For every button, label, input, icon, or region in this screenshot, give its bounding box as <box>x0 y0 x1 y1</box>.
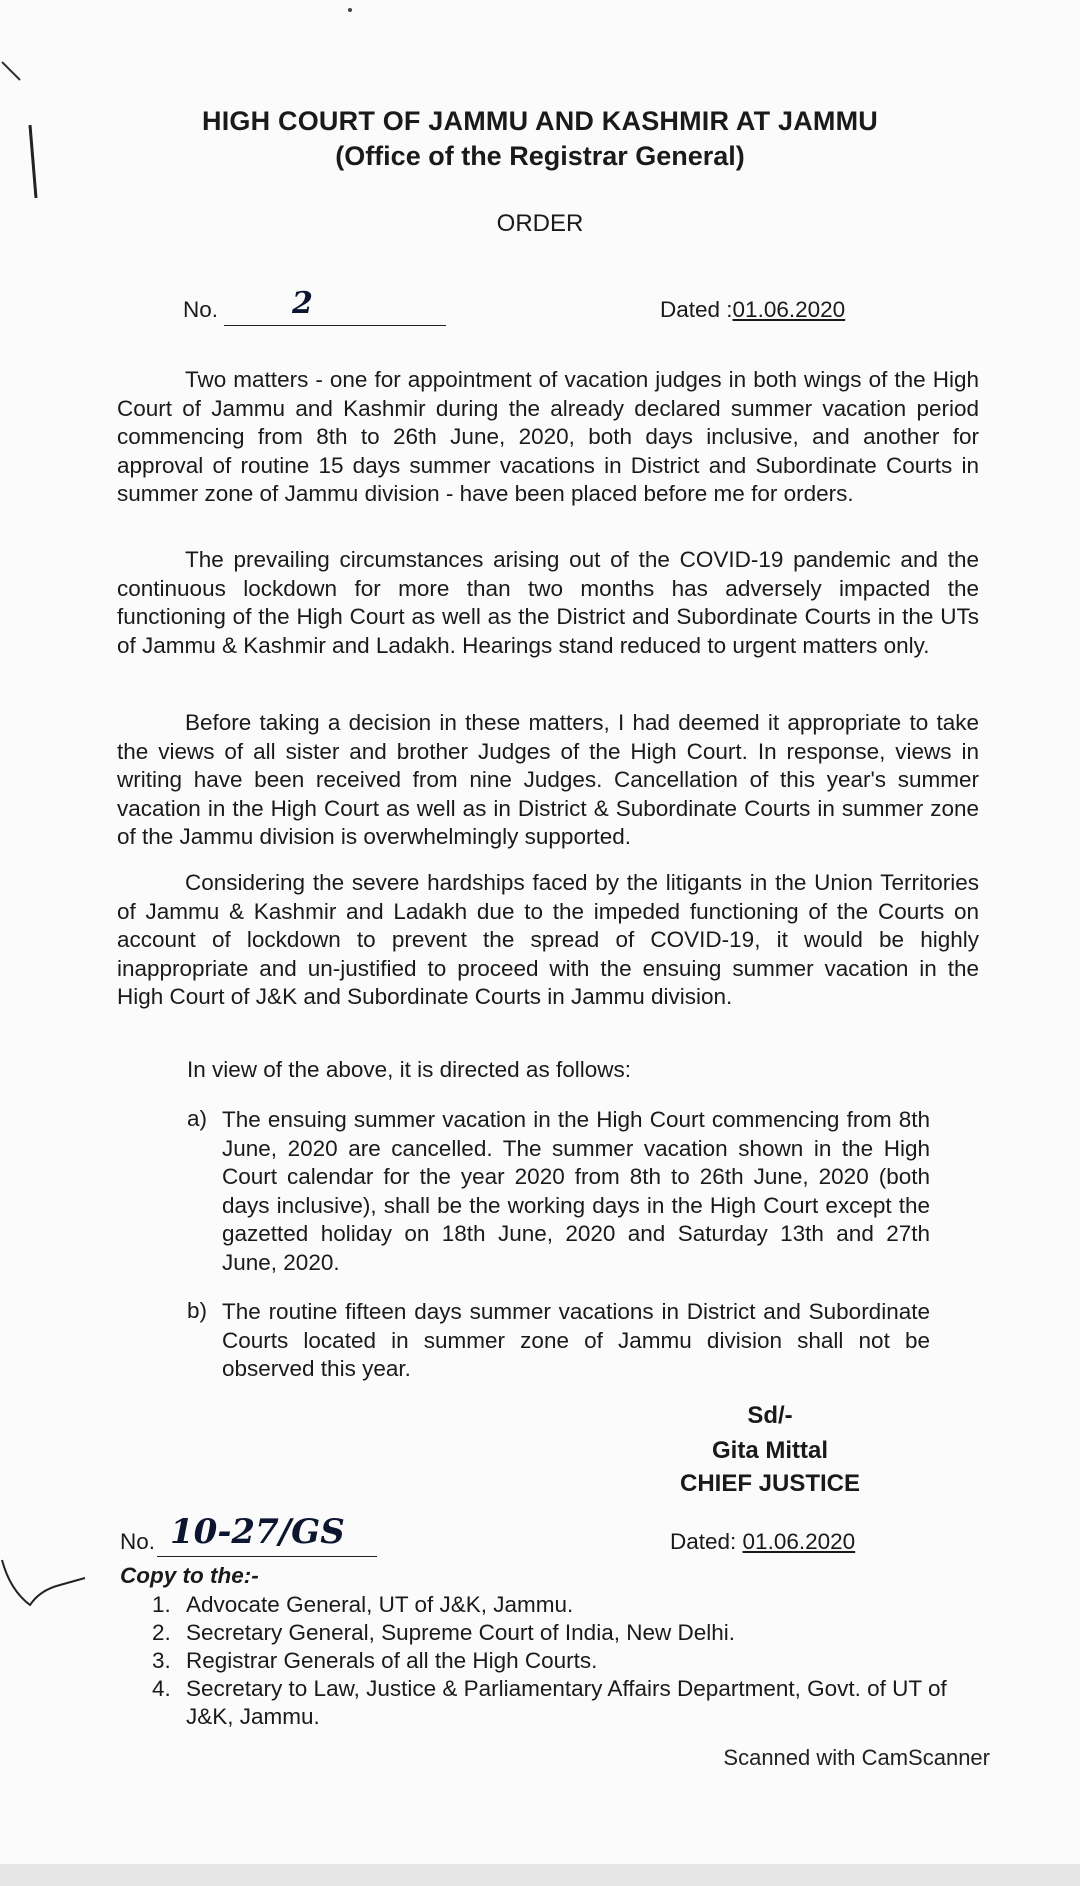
copy-list-item: 2. Secretary General, Supreme Court of India, New Delhi. <box>152 1620 735 1645</box>
body-paragraph-2: The prevailing circumstances arising out of the COVID-19 pandemic and the continuous lockdown for more than two months has adversely impacted the functioning of the High Court as well as the District and Subordinate Courts in the UTs of Jammu & Kashmir and Ladakh. Hearings stand reduced to urgent matters only. <box>117 547 979 658</box>
order-date-value: 01.06.2020 <box>732 297 846 322</box>
office-subtitle: (Office of the Registrar General) <box>335 141 745 171</box>
copy-list-item: 4. Secretary to Law, Justice & Parliamentary Affairs Department, Govt. of UT of J&K, Jammu. <box>152 1676 947 1729</box>
order-number-label: No. <box>183 297 219 322</box>
court-title: HIGH COURT OF JAMMU AND KASHMIR AT JAMMU <box>202 106 878 136</box>
signatory-name: Gita Mittal <box>711 1437 828 1464</box>
body-paragraph-1: Two matters - one for appointment of vacation judges in both wings of the High Court of Jammu and Kashmir during the already declared summer vacation period commencing from 8th to 26th June, 2020, both days inclusive, and another for approval of routine 15 days summer vacations in District and Subordinate Courts in summer zone of Jammu division - have been placed before me for orders. <box>117 367 979 507</box>
directive-b-label: b) <box>187 1298 208 1323</box>
directive-a-label: a) <box>187 1106 208 1131</box>
directive-intro: In view of the above, it is directed as follows: <box>187 1057 631 1082</box>
signatory-designation: CHIEF JUSTICE <box>679 1470 861 1497</box>
endorsement-date-value: 01.06.2020 <box>742 1529 856 1554</box>
document-type-heading: ORDER <box>496 210 584 237</box>
body-paragraph-4: Considering the severe hardships faced by the litigants in the Union Territories of Jammu & Kashmir and Ladakh due to the impeded functioning of the Courts on account of lockdown to prevent the spread of COVID-19, it would be highly inappropriate and un-justified to proceed with the ensuing summer vacation in the High Court of J&K and Subordinate Courts in Jammu division. <box>117 870 979 1010</box>
copy-to-list <box>152 1591 992 1731</box>
scanner-watermark: Scanned with CamScanner <box>723 1745 990 1770</box>
signature-sd: Sd/- <box>747 1402 793 1429</box>
order-date <box>660 296 845 325</box>
order-number-line <box>224 325 446 326</box>
body-paragraph-3: Before taking a decision in these matters, I had deemed it appropriate to take the views of all sister and brother Judges of the High Court. In response, views in writing have been received from nine Judges. Cancellation of this year's summer vacation in the High Court as well as in District & Subordinate Courts in summer zone of the Jammu division is overwhelmingly supported. <box>117 710 979 850</box>
directive-b-text: The routine fifteen days summer vacations in District and Subordinate Courts located in summer zone of Jammu division shall not be observed this year. <box>222 1299 930 1382</box>
endorsement-number-line <box>157 1556 377 1557</box>
copy-to-heading: Copy to the:- <box>120 1563 259 1588</box>
endorsement-number-handwritten: 10-27/GS <box>170 1512 345 1552</box>
endorsement-date-label: Dated: <box>670 1529 743 1554</box>
copy-list-item: 1. Advocate General, UT of J&K, Jammu. <box>152 1592 574 1617</box>
directive-a-text: The ensuing summer vacation in the High Court commencing from 8th June, 2020 are cancelled. The summer vacation shown in the High Court calendar for the year 2020 from 8th to 26th June, 2020 (both days inclusive), shall be the working days in the High Court except the gazetted holiday on 18th June, 2020 and Saturday 13th and 27th June, 2020. <box>222 1107 930 1275</box>
endorsement-date <box>670 1528 855 1557</box>
bottom-edge-strip <box>0 1864 1080 1886</box>
copy-list-item: 3. Registrar Generals of all the High Courts. <box>152 1648 598 1673</box>
order-date-label: Dated : <box>660 297 733 322</box>
order-number-handwritten: 2 <box>292 286 313 321</box>
endorsement-number-label: No. <box>120 1529 156 1554</box>
